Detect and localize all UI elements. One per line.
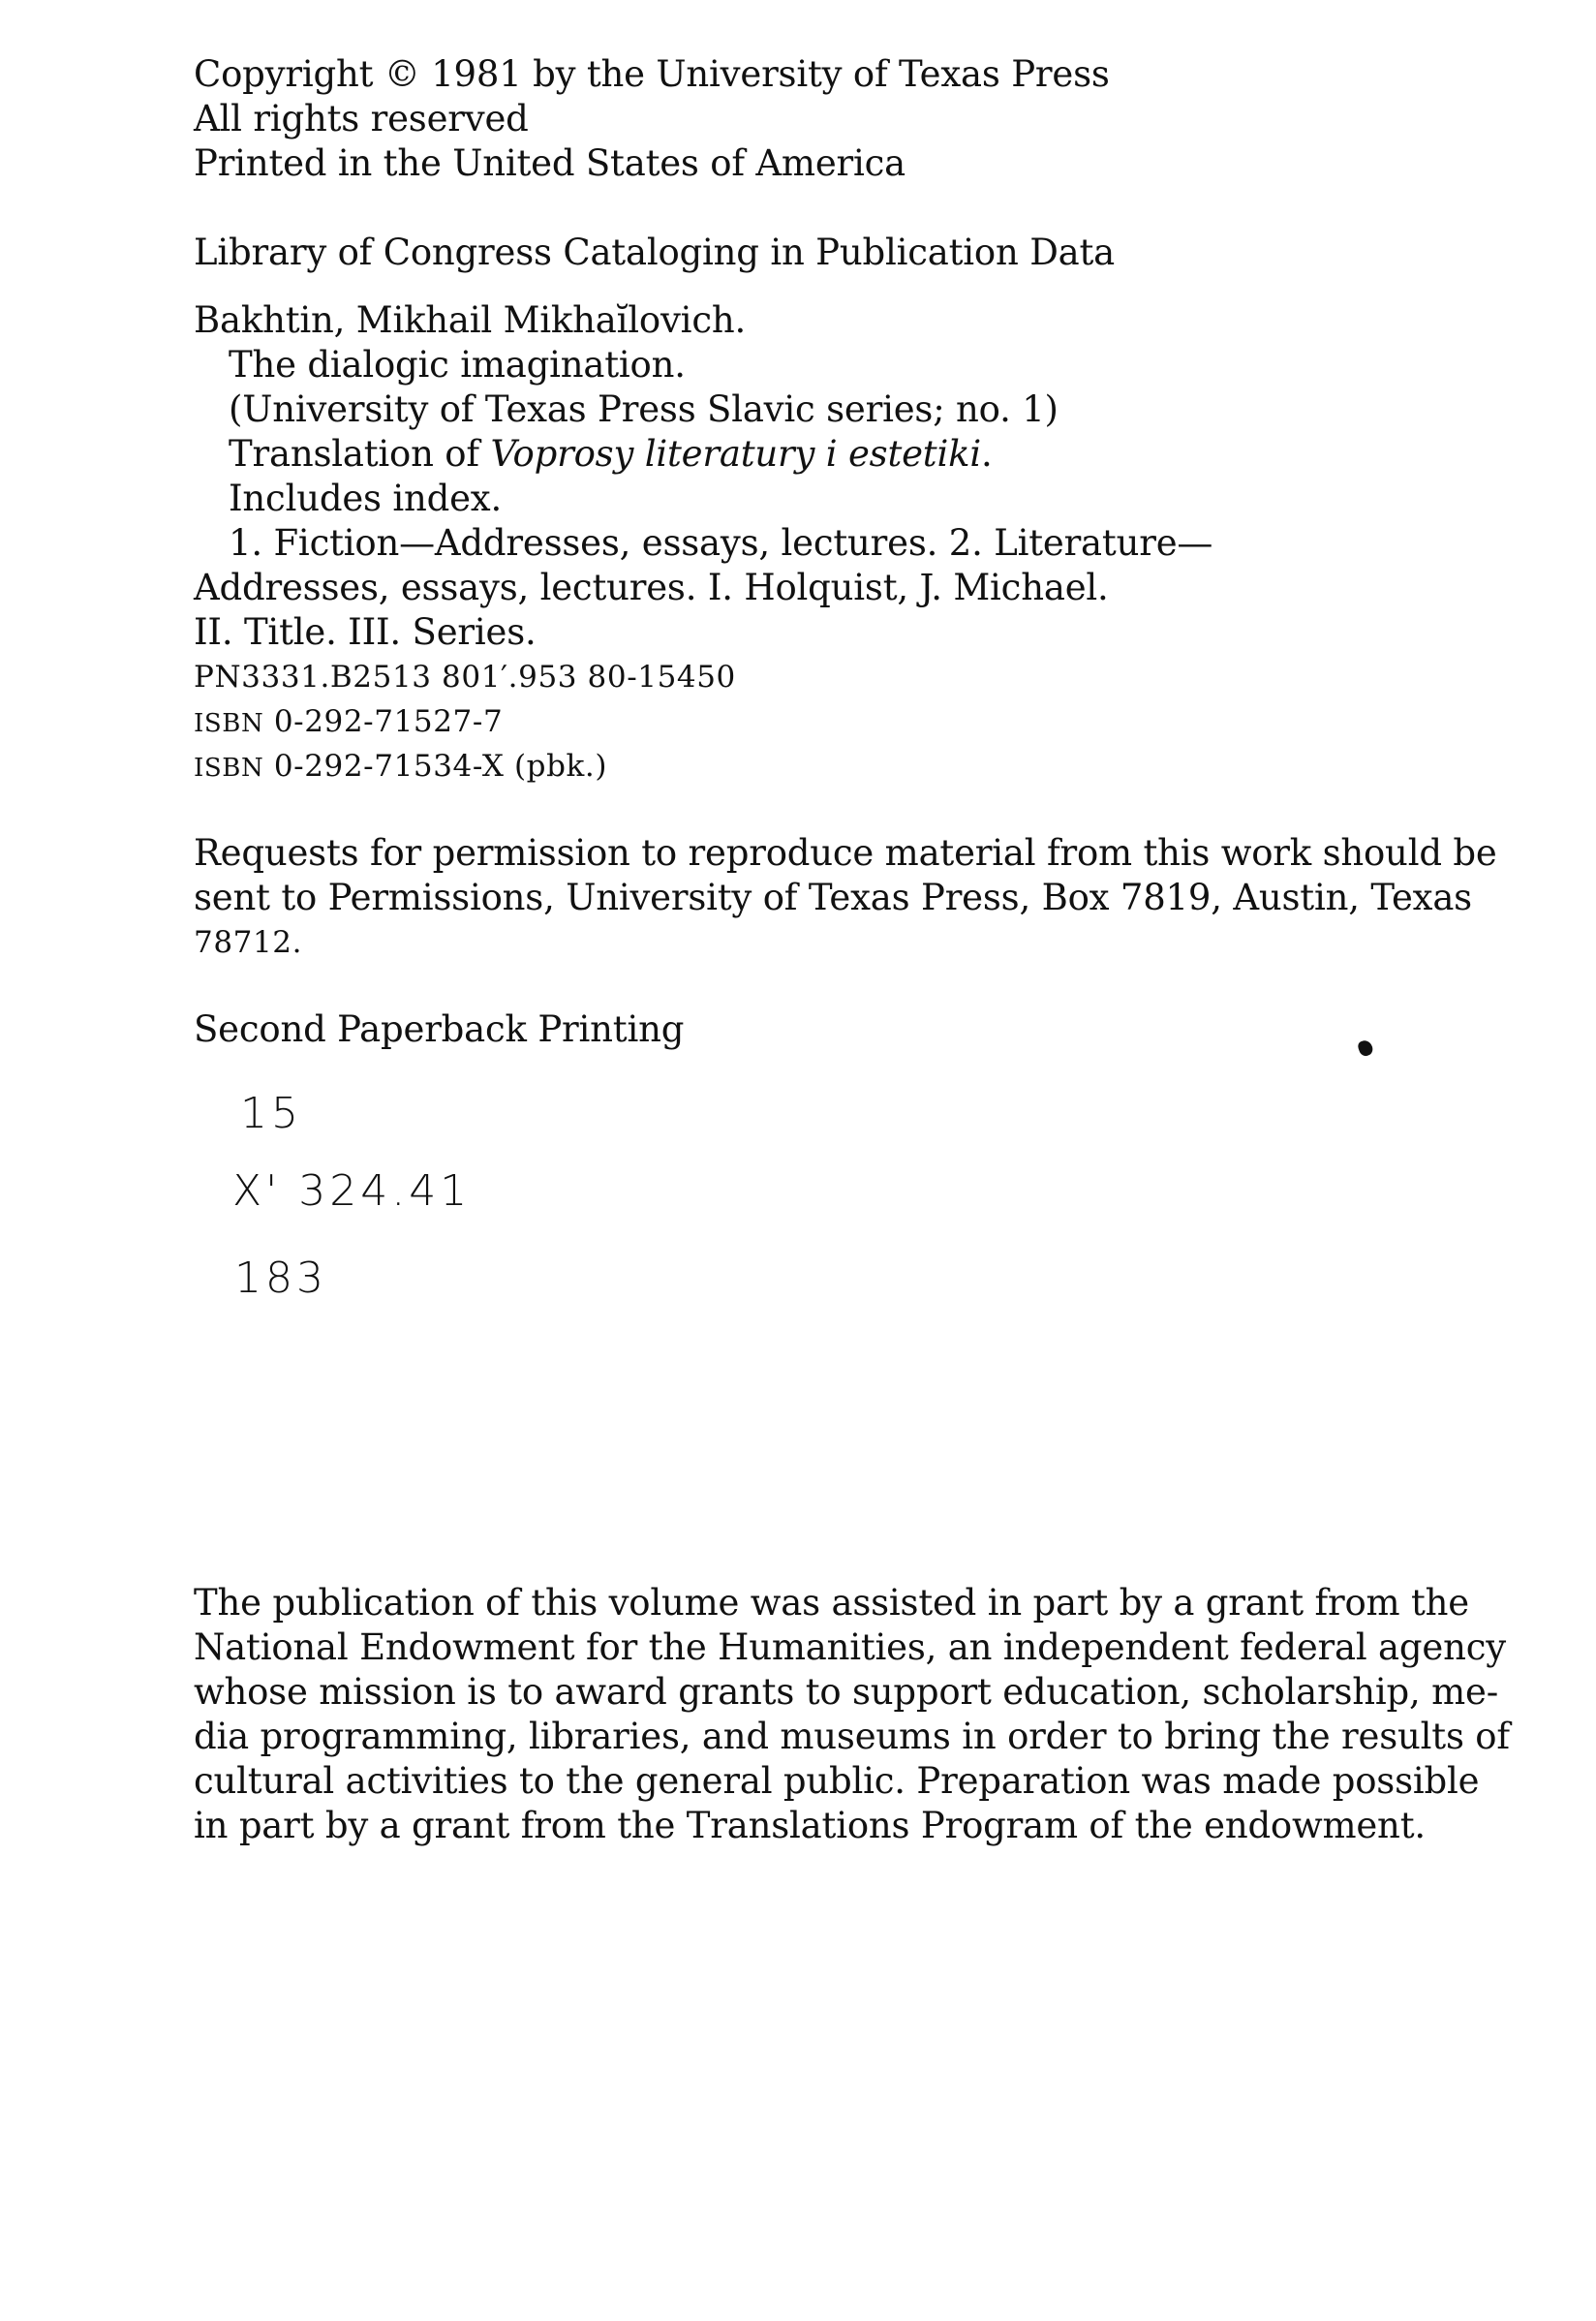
grant-line-6: in part by a grant from the Translations Program of the endowment. — [194, 1805, 1426, 1846]
cip-translation-suffix: . — [980, 433, 993, 475]
rights-line: All rights reserved — [194, 98, 529, 139]
handwritten-line-2: X' 324.41 — [232, 1166, 472, 1216]
grant-line-5: cultural activities to the general public. Preparation was made possible — [194, 1760, 1480, 1802]
printed-in-line: Printed in the United States of America — [194, 142, 906, 184]
grant-line-4: dia programming, libraries, and museums in order to bring the results of — [194, 1716, 1510, 1757]
cip-translation-title: Voprosy literatury i estetiki — [490, 433, 981, 475]
cip-index-note: Includes index. — [229, 478, 503, 519]
copyright-line: Copyright © 1981 by the University of Texas Press — [194, 53, 1110, 95]
cip-isbn-1 — [194, 699, 503, 746]
cip-translation-prefix: Translation of — [229, 433, 491, 475]
grant-line-2: National Endowment for the Humanities, an independent federal agency — [194, 1626, 1506, 1668]
cip-series: (University of Texas Press Slavic series; no. 1) — [229, 388, 1059, 430]
handwritten-line-1: 15 — [240, 1089, 302, 1138]
isbn-label: ISBN — [194, 754, 264, 783]
cip-classification: PN3331.B2513 801′.953 80-15450 — [194, 660, 736, 695]
handwritten-line-3: 183 — [234, 1253, 327, 1303]
cip-title: The dialogic imagination. — [229, 344, 686, 386]
grant-line-1: The publication of this volume was assisted in part by a grant from the — [194, 1582, 1469, 1624]
cip-isbn-2 — [194, 744, 607, 790]
isbn-value: 0-292-71527-7 — [273, 704, 504, 739]
permissions-line-3: 78712. — [194, 925, 303, 960]
cip-subjects-3: II. Title. III. Series. — [194, 611, 537, 653]
printing-note: Second Paperback Printing — [194, 1008, 685, 1050]
cip-subjects-2: Addresses, essays, lectures. I. Holquist, J. Michael. — [194, 567, 1109, 608]
isbn-value: 0-292-71534-X (pbk.) — [273, 749, 608, 784]
cip-author: Bakhtin, Mikhail Mikhaĭlovich. — [194, 299, 747, 341]
handwritten-notation — [232, 1085, 581, 1337]
cip-subjects-1: 1. Fiction—Addresses, essays, lectures. 2. Literature— — [229, 522, 1213, 564]
ink-mark — [1357, 1038, 1375, 1058]
permissions-line-2: sent to Permissions, University of Texas Press, Box 7819, Austin, Texas — [194, 877, 1472, 918]
cip-translation — [229, 432, 993, 477]
grant-line-3: whose mission is to award grants to support education, scholarship, me- — [194, 1671, 1499, 1713]
cip-heading: Library of Congress Cataloging in Publication Data — [194, 232, 1116, 273]
permissions-line-1: Requests for permission to reproduce material from this work should be — [194, 832, 1497, 874]
isbn-label: ISBN — [194, 709, 264, 738]
